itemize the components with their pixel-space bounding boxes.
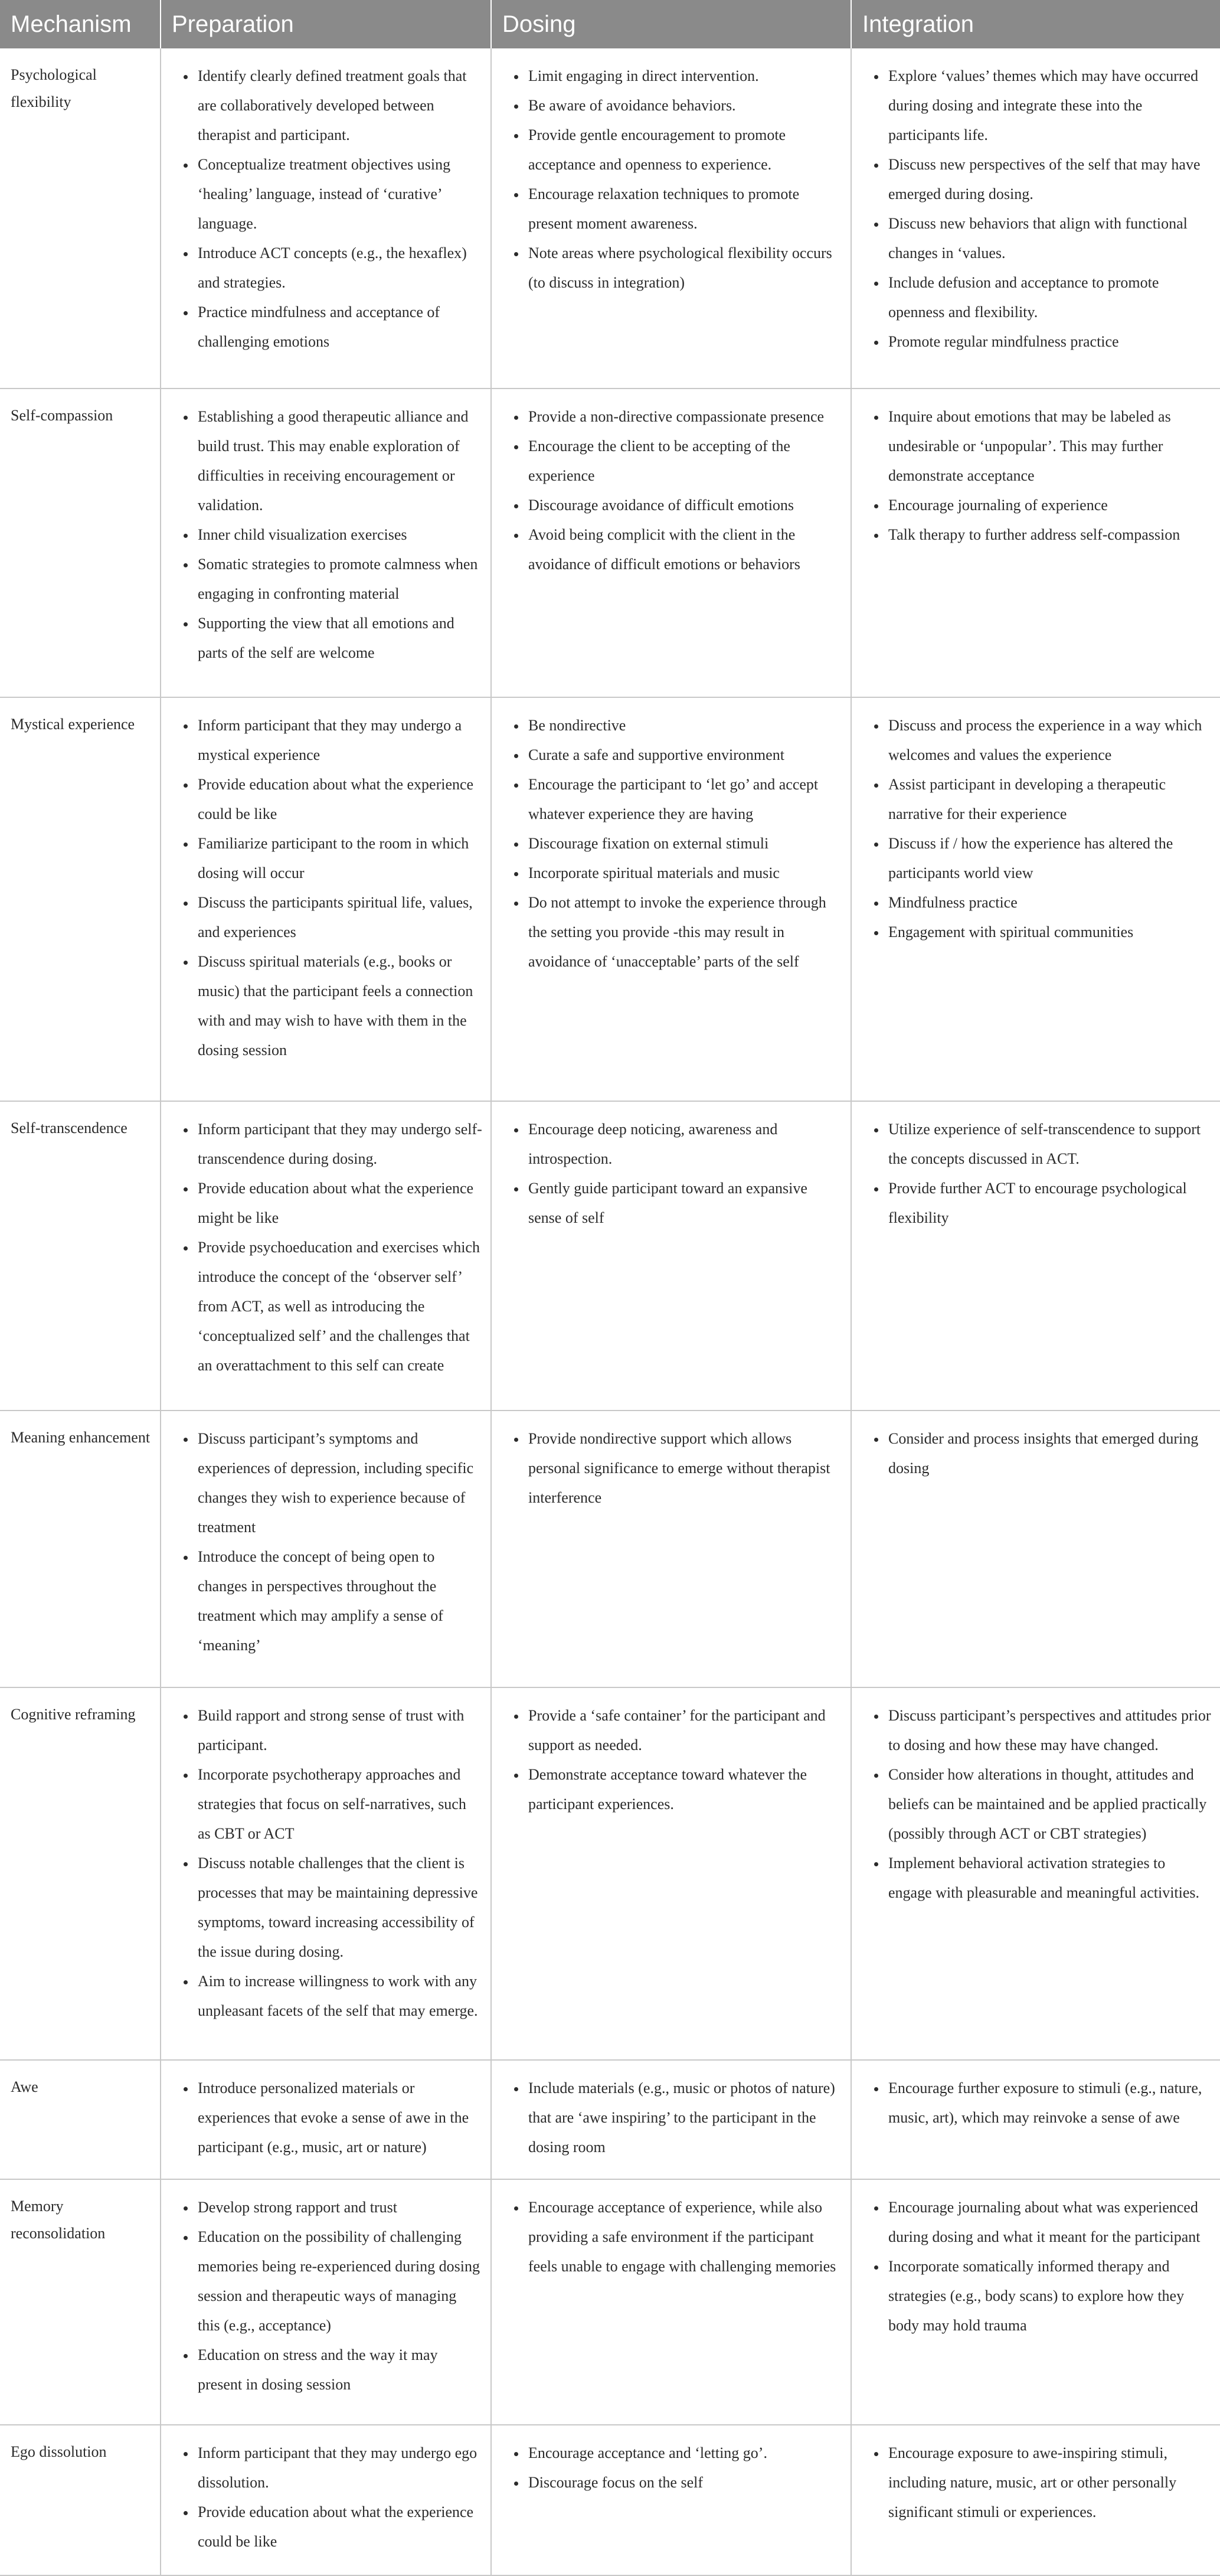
dosing-list [501,1424,842,1513]
preparation-cell [161,1411,491,1688]
preparation-cell [161,1687,491,2060]
list-item: • Identify clearly defined treatment goals that are collaboratively developed between therapist and participant. [195,61,482,150]
dosing-list [501,402,842,579]
dosing-cell [491,2060,851,2179]
mechanism-cell: Ego dissolution [0,2425,161,2575]
list-item: • Encourage the participant to ‘let go’ and accept whatever experience they are having [526,770,842,829]
header-integration: Integration [851,0,1220,48]
list-item: • Somatic strategies to promote calmness when engaging in confronting material [195,550,482,609]
integration-list [861,2193,1212,2340]
dosing-cell [491,1687,851,2060]
list-item: • Provide education about what the experience might be like [195,1174,482,1233]
list-item: • Discourage fixation on external stimuli [526,829,842,858]
header-mechanism: Mechanism [0,0,161,48]
preparation-list [171,711,482,1065]
integration-list [861,402,1212,550]
table-row [0,1411,1220,1688]
list-item: • Discourage focus on the self [526,2468,842,2497]
list-item: • Inner child visualization exercises [195,520,482,550]
dosing-list [501,2438,842,2497]
integration-cell [851,2060,1220,2179]
list-item: • Education on stress and the way it may present in dosing session [195,2340,482,2399]
list-item: • Limit engaging in direct intervention. [526,61,842,91]
list-item: • Avoid being complicit with the client in the avoidance of difficult emotions or behaviors [526,520,842,579]
table-row [0,1687,1220,2060]
list-item: • Explore ‘values’ themes which may have occurred during dosing and integrate these into the participants life. [886,61,1212,150]
list-item: • Practice mindfulness and acceptance of challenging emotions [195,298,482,357]
integration-cell [851,2425,1220,2575]
preparation-list [171,2438,482,2557]
list-item: • Inform participant that they may undergo ego dissolution. [195,2438,482,2497]
list-item: • Demonstrate acceptance toward whatever the participant experiences. [526,1760,842,1819]
list-item: • Establishing a good therapeutic alliance and build trust. This may enable exploration of difficulties in receiving encouragement or validation. [195,402,482,520]
list-item: • Introduce personalized materials or experiences that evoke a sense of awe in the participant (e.g., music, art or nature) [195,2074,482,2162]
list-item: • Conceptualize treatment objectives using ‘healing’ language, instead of ‘curative’ language. [195,150,482,239]
header-row [0,0,1220,48]
list-item: • Encourage relaxation techniques to promote present moment awareness. [526,179,842,239]
list-item: • Provide a non-directive compassionate presence [526,402,842,432]
preparation-list [171,61,482,357]
preparation-cell [161,2060,491,2179]
mechanism-cell: Awe [0,2060,161,2179]
list-item: • Utilize experience of self-transcendence to support the concepts discussed in ACT. [886,1115,1212,1174]
preparation-cell [161,697,491,1101]
list-item: • Discuss participant’s perspectives and attitudes prior to dosing and how these may have changed. [886,1701,1212,1760]
list-item: • Discuss notable challenges that the client is processes that may be maintaining depressive symptoms, toward increasing accessibility of the issue during dosing. [195,1849,482,1967]
list-item: • Gently guide participant toward an expansive sense of self [526,1174,842,1233]
header-dosing: Dosing [491,0,851,48]
list-item: • Discuss spiritual materials (e.g., books or music) that the participant feels a connection with and may wish to have with them in the dosing session [195,947,482,1065]
list-item: • Provide further ACT to encourage psychological flexibility [886,1174,1212,1233]
list-item: • Curate a safe and supportive environment [526,740,842,770]
preparation-cell [161,388,491,697]
dosing-list [501,711,842,977]
list-item: • Aim to increase willingness to work with any unpleasant facets of the self that may emerge. [195,1967,482,2026]
mechanism-cell: Memory reconsolidation [0,2179,161,2425]
list-item: • Engagement with spiritual communities [886,918,1212,947]
list-item: • Encourage further exposure to stimuli (e.g., nature, music, art), which may reinvoke a sense of awe [886,2074,1212,2133]
list-item: • Education on the possibility of challenging memories being re-experienced during dosing session and therapeutic ways of managing this (e.g., acceptance) [195,2222,482,2340]
list-item: • Discuss if / how the experience has altered the participants world view [886,829,1212,888]
dosing-cell [491,1101,851,1410]
mechanism-cell: Meaning enhancement [0,1411,161,1688]
list-item: • Introduce the concept of being open to changes in perspectives throughout the treatment which may amplify a sense of ‘meaning’ [195,1542,482,1660]
list-item: • Provide education about what the experience could be like [195,770,482,829]
list-item: • Encourage journaling about what was experienced during dosing and what it meant for the participant [886,2193,1212,2252]
preparation-cell [161,48,491,388]
dosing-list [501,1701,842,1819]
list-item: • Mindfulness practice [886,888,1212,918]
integration-cell [851,1411,1220,1688]
preparation-list [171,1701,482,2026]
list-item: • Inform participant that they may undergo self-transcendence during dosing. [195,1115,482,1174]
list-item: • Discuss new perspectives of the self that may have emerged during dosing. [886,150,1212,209]
integration-list [861,2074,1212,2133]
list-item: • Build rapport and strong sense of trust with participant. [195,1701,482,1760]
integration-cell [851,1101,1220,1410]
list-item: • Provide psychoeducation and exercises which introduce the concept of the ‘observer self’ from ACT, as well as introducing the ‘conceptualized self’ and the challenges that an overattachment to this self can create [195,1233,482,1380]
mechanism-cell: Self-transcendence [0,1101,161,1410]
list-item: • Develop strong rapport and trust [195,2193,482,2222]
list-item: • Do not attempt to invoke the experience through the setting you provide -this may result in avoidance of ‘unacceptable’ parts of the self [526,888,842,977]
preparation-cell [161,1101,491,1410]
table-row [0,48,1220,388]
dosing-cell [491,2179,851,2425]
table-row [0,2179,1220,2425]
integration-list [861,1424,1212,1483]
list-item: • Supporting the view that all emotions and parts of the self are welcome [195,609,482,668]
dosing-cell [491,2425,851,2575]
list-item: • Implement behavioral activation strategies to engage with pleasurable and meaningful activities. [886,1849,1212,1908]
preparation-list [171,2074,482,2162]
integration-cell [851,48,1220,388]
preparation-cell [161,2425,491,2575]
table-row [0,388,1220,697]
dosing-list [501,2193,842,2281]
table-row [0,2060,1220,2179]
integration-cell [851,1687,1220,2060]
list-item: • Promote regular mindfulness practice [886,327,1212,357]
list-item: • Be aware of avoidance behaviors. [526,91,842,120]
integration-cell [851,388,1220,697]
list-item: • Provide nondirective support which allows personal significance to emerge without therapist interference [526,1424,842,1513]
list-item: • Discuss new behaviors that align with functional changes in ‘values. [886,209,1212,268]
mechanism-cell: Mystical experience [0,697,161,1101]
list-item: • Consider how alterations in thought, attitudes and beliefs can be maintained and be applied practically (possibly through ACT or CBT strategies) [886,1760,1212,1849]
list-item: • Provide education about what the experience could be like [195,2497,482,2557]
list-item: • Encourage exposure to awe-inspiring stimuli, including nature, music, art or other personally significant stimuli or experiences. [886,2438,1212,2527]
preparation-cell [161,2179,491,2425]
list-item: • Assist participant in developing a therapeutic narrative for their experience [886,770,1212,829]
list-item: • Inquire about emotions that may be labeled as undesirable or ‘unpopular’. This may further demonstrate acceptance [886,402,1212,491]
list-item: • Include materials (e.g., music or photos of nature) that are ‘awe inspiring’ to the participant in the dosing room [526,2074,842,2162]
list-item: • Incorporate spiritual materials and music [526,858,842,888]
table-row [0,2425,1220,2575]
list-item: • Discuss and process the experience in a way which welcomes and values the experience [886,711,1212,770]
table-row [0,1101,1220,1410]
list-item: • Discuss participant’s symptoms and experiences of depression, including specific changes they wish to experience because of treatment [195,1424,482,1542]
integration-cell [851,2179,1220,2425]
dosing-cell [491,1411,851,1688]
list-item: • Incorporate psychotherapy approaches and strategies that focus on self-narratives, such as CBT or ACT [195,1760,482,1849]
header-preparation: Preparation [161,0,491,48]
integration-list [861,1701,1212,1908]
list-item: • Provide a ‘safe container’ for the participant and support as needed. [526,1701,842,1760]
list-item: • Provide gentle encouragement to promote acceptance and openness to experience. [526,120,842,179]
table-row [0,697,1220,1101]
list-item: • Encourage journaling of experience [886,491,1212,520]
integration-cell [851,697,1220,1101]
mechanism-cell: Self-compassion [0,388,161,697]
dosing-cell [491,697,851,1101]
preparation-list [171,1115,482,1380]
list-item: • Familiarize participant to the room in which dosing will occur [195,829,482,888]
list-item: • Encourage deep noticing, awareness and introspection. [526,1115,842,1174]
dosing-cell [491,48,851,388]
dosing-list [501,61,842,298]
preparation-list [171,402,482,668]
preparation-list [171,2193,482,2399]
list-item: • Include defusion and acceptance to promote openness and flexibility. [886,268,1212,327]
dosing-list [501,1115,842,1233]
preparation-list [171,1424,482,1660]
table-body [0,48,1220,2575]
list-item: • Note areas where psychological flexibility occurs (to discuss in integration) [526,239,842,298]
mechanism-cell: Cognitive reframing [0,1687,161,2060]
list-item: • Introduce ACT concepts (e.g., the hexaflex) and strategies. [195,239,482,298]
integration-list [861,2438,1212,2527]
list-item: • Encourage the client to be accepting of the experience [526,432,842,491]
mechanism-cell: Psychological flexibility [0,48,161,388]
list-item: • Discourage avoidance of difficult emotions [526,491,842,520]
list-item: • Incorporate somatically informed therapy and strategies (e.g., body scans) to explore how they body may hold trauma [886,2252,1212,2340]
dosing-cell [491,388,851,697]
list-item: • Talk therapy to further address self-compassion [886,520,1212,550]
table-header [0,0,1220,48]
list-item: • Encourage acceptance and ‘letting go’. [526,2438,842,2468]
integration-list [861,1115,1212,1233]
dosing-list [501,2074,842,2162]
list-item: • Discuss the participants spiritual life, values, and experiences [195,888,482,947]
list-item: • Encourage acceptance of experience, while also providing a safe environment if the participant feels unable to engage with challenging memories [526,2193,842,2281]
list-item: • Consider and process insights that emerged during dosing [886,1424,1212,1483]
list-item: • Inform participant that they may undergo a mystical experience [195,711,482,770]
list-item: • Be nondirective [526,711,842,740]
integration-list [861,711,1212,947]
integration-list [861,61,1212,357]
